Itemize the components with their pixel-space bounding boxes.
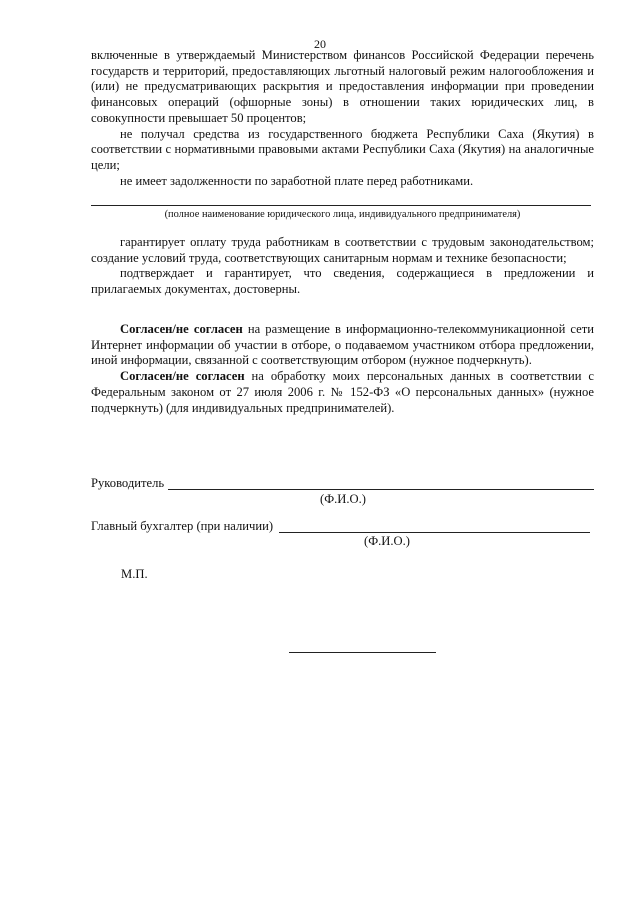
intro-paragraph-salary-debt: не имеет задолженности по заработной плате перед работниками.	[120, 173, 474, 188]
head-signature-label: Руководитель	[91, 476, 165, 490]
intro-block	[91, 48, 594, 189]
accountant-signature-label: Главный бухгалтер (при наличии)	[91, 519, 274, 533]
accountant-fio-caption: (Ф.И.О.)	[364, 534, 410, 548]
consent-block	[91, 322, 594, 416]
intro-paragraph-budget-funds: не получал средства из государственного бюджета Республики Саха (Якутия) в соответствии с нормативными правовыми актами Республики Саха (Якутия) на аналогичные цели;	[91, 126, 594, 172]
bottom-signature-line	[289, 652, 436, 653]
head-signature-line	[168, 489, 594, 490]
page-number: 20	[314, 37, 326, 51]
guarantees-block	[91, 235, 594, 298]
head-fio-caption: (Ф.И.О.)	[320, 492, 366, 506]
consent-paragraph-internet	[91, 322, 594, 369]
guarantee-paragraph-labor: гарантирует оплату труда работникам в соответствии с трудовым законодательством; создание условий труда, соответствующих санитарным нормам и технике безопасности;	[91, 235, 594, 265]
stamp-label: М.П.	[121, 567, 148, 581]
accountant-signature-line	[279, 532, 590, 533]
consent-paragraph-personal-data	[91, 369, 594, 416]
consent-personal-data-text: на обработку моих персональных данных в соответствии с Федеральным законом от 27 июля 2006 г. № 152-ФЗ «О персональных данных» (нужное подчеркнуть) (для индивидуальных предпринимателей).	[91, 369, 594, 415]
consent-label: Согласен/не согласен	[120, 369, 245, 384]
consent-internet-text: на размещение в информационно-телекоммуникационной сети Интернет информации об участии в отборе, о подаваемом участником отбора предложении, иной информации, связанной с соответствующим отбором (нужное подчеркнуть).	[91, 322, 594, 368]
entity-name-line	[91, 205, 591, 206]
consent-label: Согласен/не согласен	[120, 322, 243, 336]
entity-name-caption: (полное наименование юридического лица, индивидуального предпринимателя)	[164, 209, 521, 220]
intro-paragraph-offshore: включенные в утверждаемый Министерством финансов Российской Федерации перечень государств и территорий, предоставляющих льготный налоговый режим налогообложения и (или) не предусматривающих раскрытия и предоставления информации при проведении финансовых операций (офшорные зоны) в отношении таких юридических лиц, в совокупности превышает 50 процентов;	[91, 48, 594, 125]
guarantee-paragraph-accuracy: подтверждает и гарантирует, что сведения, содержащиеся в предложении и прилагаемых документах, достоверны.	[91, 266, 594, 297]
